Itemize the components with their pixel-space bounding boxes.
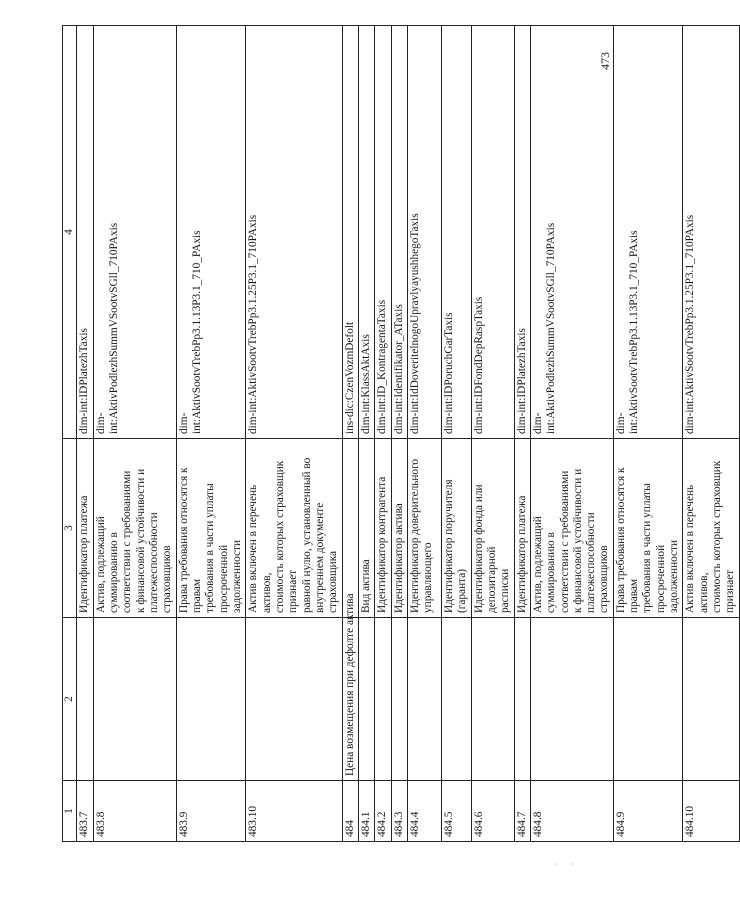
- row-name-cell: [358, 618, 374, 781]
- row-name-cell: [613, 618, 683, 781]
- code-line: dim-: [614, 412, 627, 434]
- code-line: dim-int:IdDoveritelnogoUpravlyayushhegoTaxis: [408, 213, 421, 434]
- row-number-cell: 484.9: [613, 781, 683, 842]
- code-line: dim-int:AktivSootvTrebPp3.1.25P3.1_710PAxis: [247, 214, 260, 434]
- description-line: Права требования относятся к правам: [177, 467, 203, 613]
- code-line: int:AktivSootvTrebPp3.1.13P3.1_710_PAxis: [190, 230, 203, 434]
- row-number-cell: 483.9: [176, 781, 246, 842]
- code-line: int:AktivSootvTrebPp3.1.13P3.1_710_PAxis: [628, 230, 641, 434]
- row-name-cell: [176, 618, 246, 781]
- code-line: dim-int:KlassAktAxis: [359, 334, 372, 434]
- description-line: стоимость которых страховщик признает: [273, 460, 300, 613]
- code-line: dim-int:IDPlatezhTaxis: [78, 328, 91, 434]
- description-line: Идентификатор актива: [392, 503, 405, 613]
- row-code-cell: [375, 26, 391, 439]
- description-line: платежеспособности страховщиков: [147, 512, 174, 613]
- table-row: [176, 26, 246, 842]
- row-code-cell: [441, 26, 471, 439]
- code-line: int:AktivPodlezhSummVSootvSGll_710PAxis: [107, 222, 120, 434]
- table-row: [246, 26, 342, 842]
- row-number-cell: 484.6: [471, 781, 514, 842]
- row-description-cell: [471, 439, 514, 618]
- row-description-cell: [342, 439, 358, 618]
- row-number-cell: 484: [342, 781, 358, 842]
- row-name-cell: [246, 618, 342, 781]
- description-line: Идентификатор фонда или депозитарной: [472, 484, 498, 613]
- row-description-cell: [246, 439, 342, 618]
- row-number-cell: 484.1: [358, 781, 374, 842]
- row-code-cell: [514, 26, 530, 439]
- description-line: Актив включен в перечень активов,: [247, 484, 273, 613]
- row-number-cell: 484.7: [514, 781, 530, 842]
- header-cell-1: 1: [63, 781, 77, 842]
- header-cell-2: 2: [63, 618, 77, 781]
- row-description-cell: [514, 439, 530, 618]
- table-row: [93, 26, 176, 842]
- code-line: dim-: [177, 412, 190, 434]
- row-code-cell: [93, 26, 176, 439]
- row-name-cell: [471, 618, 514, 781]
- row-description-cell: [407, 439, 441, 618]
- description-line: Вид актива: [359, 559, 372, 613]
- row-code-cell: [246, 26, 342, 439]
- description-line: к финансовой устойчивости и: [571, 468, 584, 613]
- row-code-cell: [613, 26, 683, 439]
- row-description-cell: [391, 439, 407, 618]
- row-number-cell: 484.3: [391, 781, 407, 842]
- code-line: dim-int:IDPlatezhTaxis: [515, 328, 528, 434]
- code-line: dim-: [531, 412, 544, 434]
- table-row: [407, 26, 441, 842]
- row-code-cell: [176, 26, 246, 439]
- description-line: Идентификатор доверительного: [408, 458, 421, 613]
- row-number-cell: 483.7: [77, 781, 93, 842]
- header-cell-3: 3: [63, 439, 77, 618]
- row-name-cell: [441, 618, 471, 781]
- row-description-cell: [93, 439, 176, 618]
- description-line: управляющего: [422, 542, 435, 613]
- row-description-cell: [176, 439, 246, 618]
- row-code-cell: [391, 26, 407, 439]
- description-line: требования в части уплаты просроченной: [641, 483, 667, 613]
- code-line: dim-int:IDFondDepRaspTaxis: [472, 296, 485, 434]
- row-description-cell: [375, 439, 391, 618]
- description-line: соответствии с требованиями: [558, 470, 571, 613]
- table-row: [375, 26, 391, 842]
- table-row: [358, 26, 374, 842]
- description-line: Актив включен в перечень активов,: [684, 484, 710, 613]
- description-line: к финансовой устойчивости и: [134, 468, 147, 613]
- page-number: 473: [598, 52, 612, 70]
- table-row: [514, 26, 530, 842]
- row-number-cell: 483.8: [93, 781, 176, 842]
- row-number-cell: 484.5: [441, 781, 471, 842]
- row-name-cell: [683, 618, 739, 781]
- code-line: ins-dic:CzenVozmDefolt: [343, 321, 356, 434]
- description-line: Актив, подлежащий суммированию в: [94, 516, 120, 613]
- rotated-table-container: [62, 62, 737, 842]
- row-code-cell: [530, 26, 613, 439]
- row-name-cell: [530, 618, 613, 781]
- row-code-cell: [471, 26, 514, 439]
- description-line: задолженности: [230, 539, 243, 613]
- row-name-cell: Цена возмещения при дефолте актива: [342, 618, 358, 781]
- row-number-cell: 484.10: [683, 781, 739, 842]
- description-line: внутреннем документе страховщика: [313, 502, 340, 613]
- table-row: [441, 26, 471, 842]
- table-row: [683, 26, 739, 842]
- row-description-cell: [613, 439, 683, 618]
- row-description-cell: [441, 439, 471, 618]
- row-description-cell: [77, 439, 93, 618]
- description-line: платежеспособности страховщиков: [585, 512, 611, 613]
- description-line: Идентификатор платежа: [515, 495, 528, 613]
- row-description-cell: [683, 439, 739, 618]
- code-line: dim-int:AktivSootvTrebPp3.1.25P3.1_710PAxis: [684, 214, 697, 434]
- code-line: dim-int:ID_KontragentaTaxis: [376, 299, 389, 434]
- table-row: [613, 26, 683, 842]
- row-code-cell: [407, 26, 441, 439]
- data-table: [62, 25, 740, 842]
- row-name-cell: [93, 618, 176, 781]
- row-name-cell: [391, 618, 407, 781]
- description-line: равной нулю, установленный во: [300, 457, 313, 613]
- description-line: соответствии с требованиями: [121, 470, 134, 613]
- description-line: Идентификатор поручителя (гаранта): [442, 479, 469, 613]
- description-line: расписки: [499, 568, 512, 613]
- row-name-cell: [375, 618, 391, 781]
- row-code-cell: [342, 26, 358, 439]
- header-cell-4: 4: [63, 26, 77, 439]
- row-name-cell: [77, 618, 93, 781]
- table-row: [471, 26, 514, 842]
- table-row: [342, 26, 358, 842]
- description-line: Идентификатор платежа: [78, 495, 91, 613]
- table-row: [77, 26, 93, 842]
- row-code-cell: [358, 26, 374, 439]
- code-line: dim-int:Identifikator_ATaxis: [392, 304, 405, 434]
- table-row: [391, 26, 407, 842]
- row-description-cell: [530, 439, 613, 618]
- code-line: int:AktivPodlezhSummVSootvSGll_710PAxis: [545, 222, 558, 434]
- row-name-cell: [407, 618, 441, 781]
- row-code-cell: [77, 26, 93, 439]
- description-line: Идентификатор контрагента: [376, 476, 389, 613]
- description-line: Права требования относятся к правам: [614, 467, 641, 613]
- table-row: [530, 26, 613, 842]
- row-number-cell: 484.8: [530, 781, 613, 842]
- row-name-cell: [514, 618, 530, 781]
- table-header-row: [63, 26, 77, 842]
- row-description-cell: [358, 439, 374, 618]
- row-number-cell: 484.4: [407, 781, 441, 842]
- description-line: стоимость которых страховщик признает: [711, 460, 737, 613]
- row-number-cell: 483.10: [246, 781, 342, 842]
- row-code-cell: [683, 26, 739, 439]
- description-line: задолженности: [668, 539, 681, 613]
- description-line: Актив, подлежащий суммированию в: [531, 516, 558, 613]
- description-line: требования в части уплаты просроченной: [204, 483, 230, 613]
- code-line: dim-: [94, 412, 107, 434]
- code-line: dim-int:IDPoruchGarTaxis: [442, 312, 455, 434]
- scan-specks: · ·: [555, 860, 581, 869]
- row-number-cell: 484.2: [375, 781, 391, 842]
